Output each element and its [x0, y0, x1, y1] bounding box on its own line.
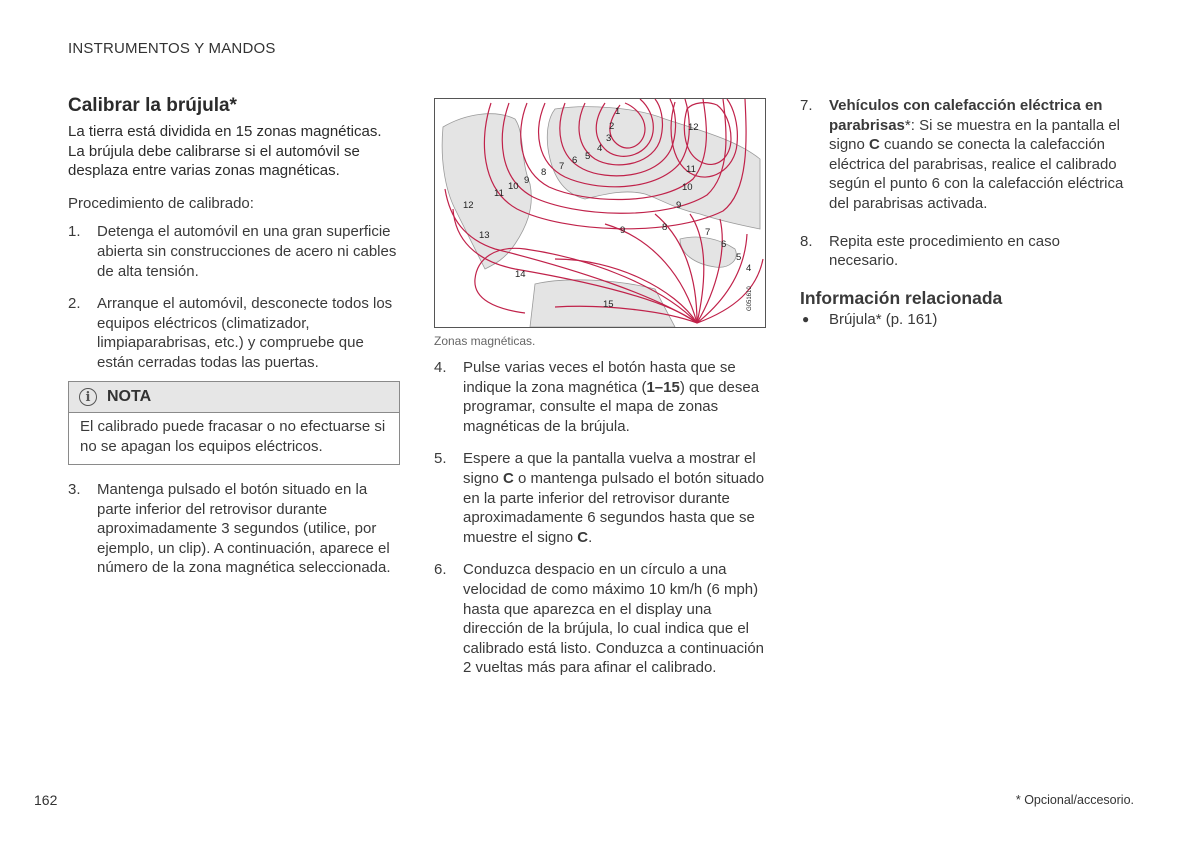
step-number: 8.: [800, 232, 813, 250]
zone-range: 1–15: [646, 378, 680, 396]
zone-label: 9: [620, 225, 626, 236]
zone-label: 8: [662, 222, 668, 233]
step-5: [434, 449, 766, 547]
note-box: [68, 381, 400, 465]
zone-label: 8: [541, 167, 547, 178]
middle-column: [434, 358, 766, 691]
step-text: *: Si se muestra en la pantalla el signo: [829, 116, 1121, 154]
zone-label: 11: [686, 164, 696, 175]
step-number: 6.: [434, 561, 447, 579]
info-icon: i: [79, 388, 97, 406]
steps-list-3: [434, 358, 766, 678]
step-6: [434, 560, 766, 678]
step-text: Pulse varias veces el botón hasta que se indique la zona magnética (: [463, 359, 736, 396]
step-text: Mantenga pulsado el botón situado en la parte inferior del retrovisor durante aproximadamente 3 segundos (utilice, por ejemplo, un clip). A continuación, aparece el número de la zona magnética seleccionada.: [97, 481, 391, 577]
zone-label: 4: [746, 263, 752, 274]
right-column: [800, 96, 1130, 330]
zone-label: 10: [682, 182, 693, 193]
zone-label: 11: [494, 188, 504, 199]
zone-label: 6: [572, 155, 578, 166]
steps-list-4: [800, 96, 1130, 271]
page-number: 162: [34, 792, 58, 808]
related-link[interactable]: [800, 310, 1130, 330]
sign-c: C: [503, 469, 514, 487]
left-column-continued: [68, 480, 402, 591]
zone-label: 12: [463, 200, 474, 211]
note-header: [69, 382, 399, 413]
zone-label: 15: [603, 299, 614, 310]
step-7: [800, 96, 1130, 214]
step-text-end: ) que desea programar, consulte el mapa de zonas magnéticas de la brújula.: [463, 378, 760, 435]
figure-code: G051610: [747, 286, 753, 311]
step-number: 3.: [68, 481, 81, 498]
step-text: Arranque el automóvil, desconecte todos los equipos eléctricos (climatizador, limpiaparabrisas, etc.) y compruebe que están cerradas todas las puertas.: [97, 295, 393, 371]
steps-list-1: [68, 222, 402, 372]
zone-label: 3: [606, 133, 612, 144]
zone-label: 5: [736, 252, 742, 263]
sign-c: C: [869, 136, 880, 154]
magnetic-zones-map: [434, 98, 766, 328]
step-number: 1.: [68, 223, 81, 241]
step-text: Detenga el automóvil en una gran superficie abierta sin construcciones de acero ni cables de alta tensión.: [97, 223, 397, 280]
footnote: * Opcional/accesorio.: [1015, 793, 1134, 807]
zone-label: 4: [597, 143, 603, 154]
related-link-text[interactable]: Brújula* (p. 161): [829, 311, 938, 329]
page-title: Calibrar la brújula*: [68, 95, 237, 116]
zone-label: 7: [705, 227, 711, 238]
zone-label: 14: [515, 269, 526, 280]
intro-text: La tierra está dividida en 15 zonas magnéticas. La brújula debe calibrarse si el automóvil se desplaza entre varias zonas magnéticas.: [68, 123, 382, 180]
step-number: 5.: [434, 450, 447, 468]
sign-c: C: [577, 528, 589, 546]
procedure-label: Procedimiento de calibrado:: [68, 194, 254, 212]
step-8: [800, 232, 1130, 271]
step-text: Conduzca despacio en un círculo a una velocidad de como máximo 10 km/h (6 mph) hasta que aparezca en el display una dirección de la brújula, lo cual indica que el calibrado está listo. Conduzca a continuación 2 vueltas más para afinar el calibrado.: [463, 561, 765, 677]
zone-label: 9: [524, 175, 530, 186]
step-text-end: .: [588, 528, 593, 546]
note-text: El calibrado puede fracasar o no efectuarse si no se apagan los equipos eléctricos.: [80, 418, 386, 455]
zone-label: 13: [479, 230, 490, 241]
step-text-end: cuando se conecta la calefacción eléctrica del parabrisas, realice el calibrado según el punto 6 con la calefacción eléctrica del parabrisas activada.: [829, 136, 1124, 212]
step-3: [68, 480, 402, 578]
left-column: [68, 94, 402, 386]
step-text-mid: o mantenga pulsado el botón situado en la parte inferior del retrovisor durante aproximadamente 6 segundos hasta que se muestre el signo: [463, 469, 765, 546]
step-text: Espere a que la pantalla vuelva a mostrar el signo: [463, 450, 756, 487]
zone-label: 2: [609, 121, 615, 132]
bullet-icon: ●: [802, 312, 810, 327]
map-figure: [435, 99, 765, 327]
section-header: INSTRUMENTOS Y MANDOS: [68, 40, 276, 57]
step-text: Repita este procedimiento en caso necesario.: [829, 232, 1060, 270]
figure-caption: Zonas magnéticas.: [434, 334, 536, 348]
land-masses: [442, 107, 760, 327]
step-heading: Vehículos con calefacción eléctrica en parabrisas: [829, 97, 1103, 134]
zone-label: 1: [615, 106, 621, 117]
note-title: NOTA: [107, 388, 152, 405]
related-info-title: Información relacionada: [800, 287, 1003, 308]
zone-label: 7: [559, 161, 565, 172]
zone-label: 5: [585, 151, 591, 162]
zone-label: 6: [721, 239, 727, 250]
steps-list-2: [68, 480, 402, 578]
step-number: 7.: [800, 97, 813, 114]
step-1: [68, 222, 402, 281]
step-number: 4.: [434, 359, 447, 376]
step-2: [68, 294, 402, 372]
zone-label: 9: [676, 200, 682, 211]
step-number: 2.: [68, 295, 81, 313]
zone-label: 12: [688, 122, 699, 133]
zone-label: 10: [508, 181, 519, 192]
step-4: [434, 358, 766, 436]
